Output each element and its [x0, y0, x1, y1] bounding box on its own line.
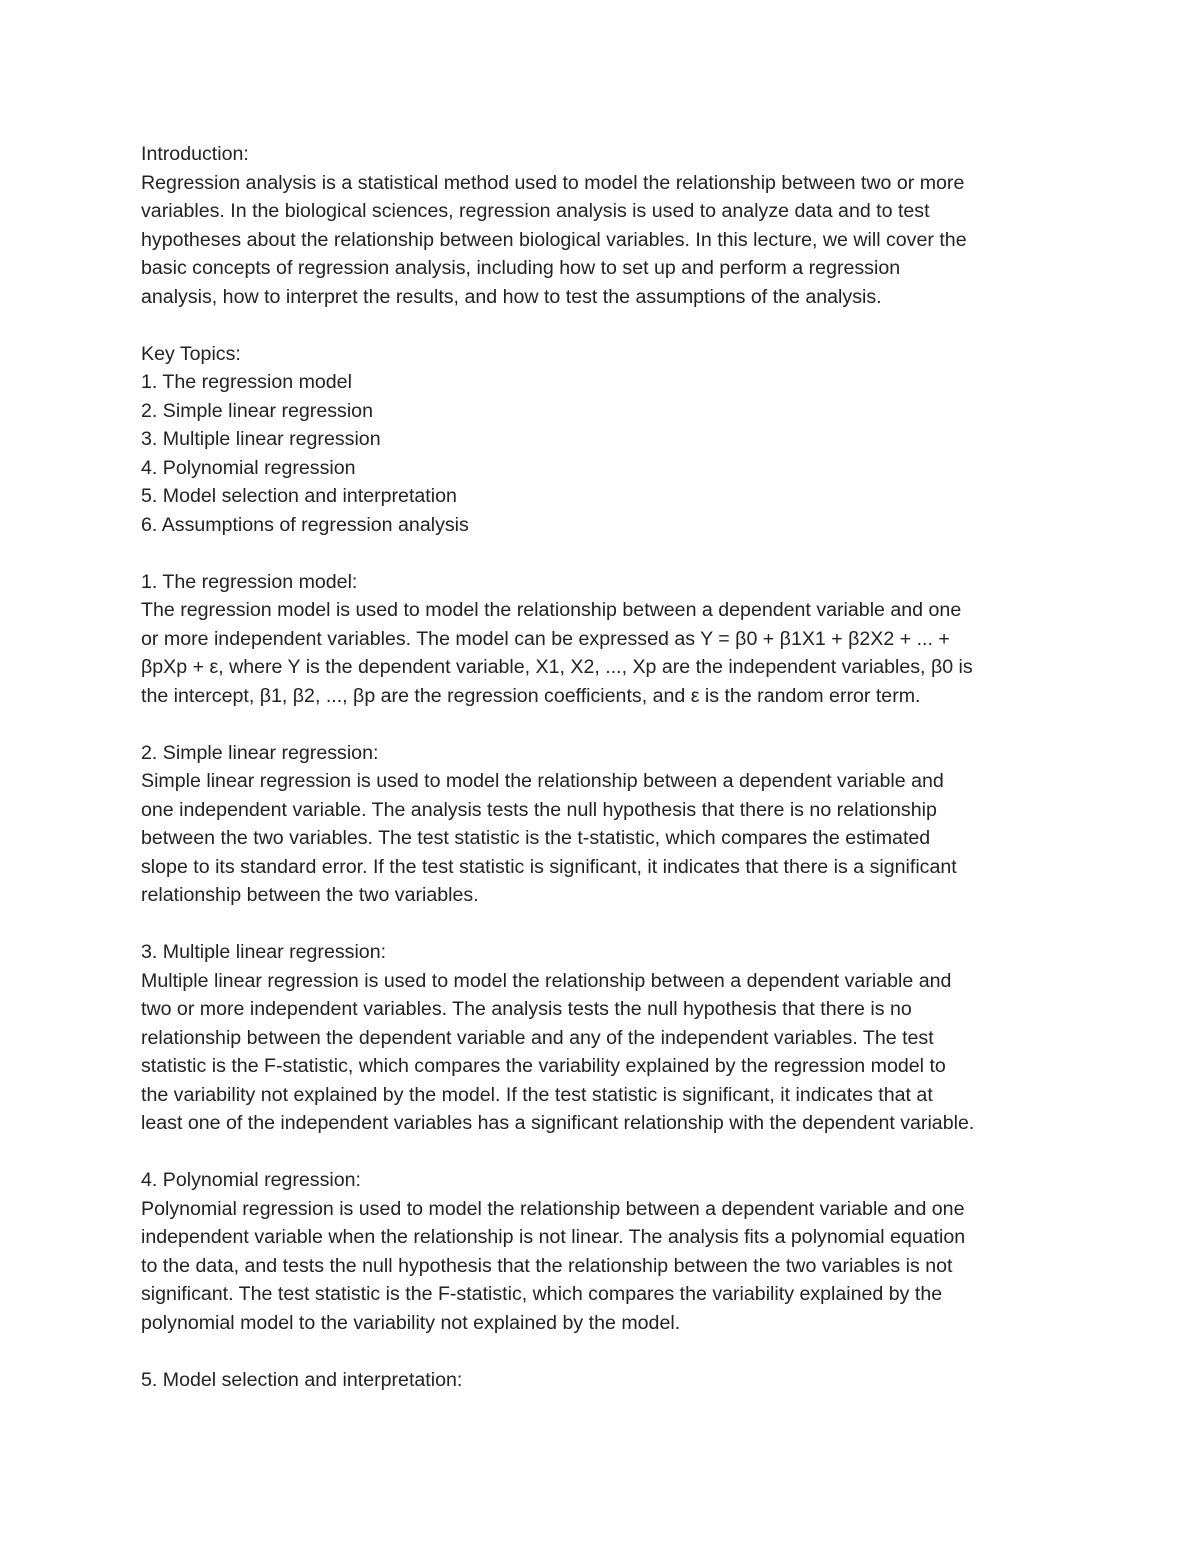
key-topic-item: 1. The regression model	[141, 371, 352, 393]
section-line: significant. The test statistic is the F-statistic, which compares the variability explained by the	[141, 1283, 943, 1305]
section-line: independent variable when the relationship is not linear. The analysis fits a polynomial equation	[141, 1226, 966, 1248]
paragraph-gap	[141, 1337, 1076, 1366]
section-line: slope to its standard error. If the test statistic is significant, it indicates that there is a significant	[141, 855, 957, 878]
paragraph-gap	[141, 311, 1076, 340]
section-line: The regression model is used to model the relationship between a dependent variable and one	[141, 599, 962, 621]
key-topics-section	[141, 340, 1076, 540]
key-topic-item: 6. Assumptions of regression analysis	[141, 513, 469, 536]
key-topic-item: 4. Polynomial regression	[141, 456, 356, 479]
introduction-line: analysis, how to interpret the results, and how to test the assumptions of the analysis.	[141, 285, 882, 308]
section-simple-linear-regression	[141, 739, 1076, 910]
introduction-section	[141, 140, 1076, 311]
section-line: the intercept, β1, β2, ..., βp are the regression coefficients, and ε is the random error term.	[141, 684, 921, 707]
section-line: or more independent variables. The model can be expressed as Y = β0 + β1X1 + β2X2 + ... +	[141, 627, 950, 650]
section-line: βpXp + ε, where Y is the dependent variable, X1, X2, ..., Xp are the independent variables, β0 is	[141, 656, 973, 678]
key-topic-item: 5. Model selection and interpretation	[141, 485, 457, 507]
section-line: polynomial model to the variability not explained by the model.	[141, 1311, 681, 1334]
section-line: the variability not explained by the model. If the test statistic is significant, it indicates that at	[141, 1083, 933, 1106]
introduction-line: Regression analysis is a statistical method used to model the relationship between two or more	[141, 171, 965, 194]
section-line: relationship between the dependent variable and any of the independent variables. The test	[141, 1026, 934, 1049]
document-page	[141, 140, 1076, 1394]
section-line: Polynomial regression is used to model the relationship between a dependent variable and one	[141, 1197, 965, 1220]
introduction-line: basic concepts of regression analysis, including how to set up and perform a regression	[141, 257, 901, 279]
section-regression-model	[141, 568, 1076, 711]
section-polynomial-regression	[141, 1166, 1076, 1337]
section-line: two or more independent variables. The analysis tests the null hypothesis that there is no	[141, 998, 912, 1020]
section-model-selection	[141, 1366, 1076, 1395]
section-line: one independent variable. The analysis tests the null hypothesis that there is no relationship	[141, 798, 937, 821]
section-heading: 2. Simple linear regression:	[141, 741, 379, 764]
introduction-heading: Introduction:	[141, 143, 249, 165]
section-line: Multiple linear regression is used to model the relationship between a dependent variable and	[141, 969, 952, 992]
section-line: relationship between the two variables.	[141, 884, 479, 906]
section-heading: 3. Multiple linear regression:	[141, 941, 387, 963]
section-heading: 5. Model selection and interpretation:	[141, 1368, 463, 1391]
paragraph-gap	[141, 910, 1076, 939]
paragraph-gap	[141, 539, 1076, 568]
key-topics-heading: Key Topics:	[141, 342, 241, 365]
introduction-line: hypotheses about the relationship between biological variables. In this lecture, we will cover the	[141, 228, 967, 251]
section-line: least one of the independent variables has a significant relationship with the dependent variable.	[141, 1112, 975, 1134]
section-line: to the data, and tests the null hypothesis that the relationship between the two variables is not	[141, 1254, 953, 1277]
paragraph-gap	[141, 710, 1076, 739]
key-topic-item: 2. Simple linear regression	[141, 399, 373, 422]
section-line: statistic is the F-statistic, which compares the variability explained by the regression model to	[141, 1055, 946, 1077]
section-line: between the two variables. The test statistic is the t-statistic, which compares the estimated	[141, 827, 931, 849]
section-heading: 4. Polynomial regression:	[141, 1169, 361, 1191]
section-heading: 1. The regression model:	[141, 570, 358, 593]
introduction-line: variables. In the biological sciences, regression analysis is used to analyze data and to test	[141, 200, 930, 222]
paragraph-gap	[141, 1138, 1076, 1167]
key-topic-item: 3. Multiple linear regression	[141, 428, 381, 450]
section-line: Simple linear regression is used to model the relationship between a dependent variable and	[141, 770, 944, 792]
section-multiple-linear-regression	[141, 938, 1076, 1138]
